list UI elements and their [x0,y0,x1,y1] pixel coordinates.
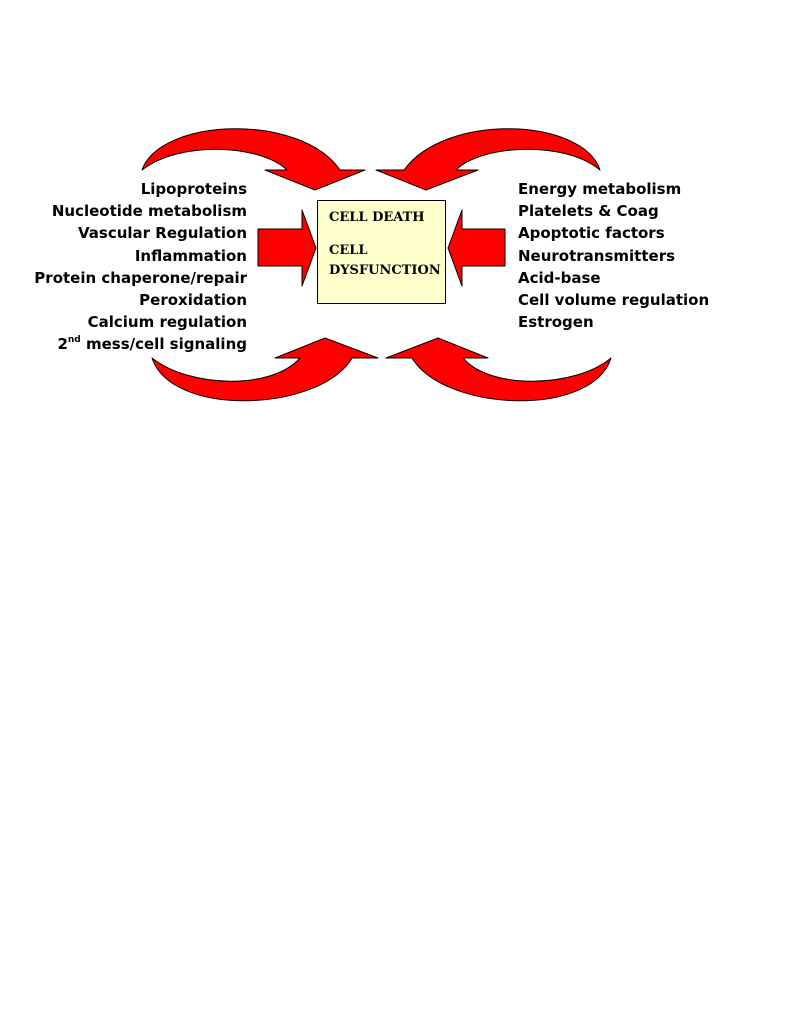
left-item: Nucleotide metabolism [51,202,247,221]
left-item: Calcium regulation [87,313,247,332]
right-item: Estrogen [518,313,594,332]
left-item: Peroxidation [139,291,247,310]
right-item: Platelets & Coag [518,202,659,221]
straight-arrow-right [258,210,316,286]
cell-death-label: CELL DEATH [329,210,425,225]
left-item: Inflammation [134,246,247,265]
ordinal-suffix: nd [67,335,81,346]
dysfunction-label: DYSFUNCTION [329,263,441,278]
straight-arrow-left [448,210,505,286]
left-item: Lipoproteins [140,180,247,198]
left-item-signaling [34,333,247,355]
right-factor-list [518,178,709,333]
cell-label: CELL [329,243,368,258]
right-item: Acid-base [518,268,601,287]
left-item: Vascular Regulation [78,224,247,243]
left-item: Protein chaperone/repair [34,268,247,287]
curved-arrow-bottom-right [386,338,611,401]
cell-outcome-box [317,200,446,304]
left-factor-list [34,178,247,356]
ordinal-number: 2 [57,335,68,354]
right-item: Cell volume regulation [518,291,710,310]
right-item: Neurotransmitters [518,246,676,265]
signaling-label: mess/cell signaling [80,335,247,354]
right-item: Apoptotic factors [518,224,665,243]
right-item: Energy metabolism [518,180,682,198]
